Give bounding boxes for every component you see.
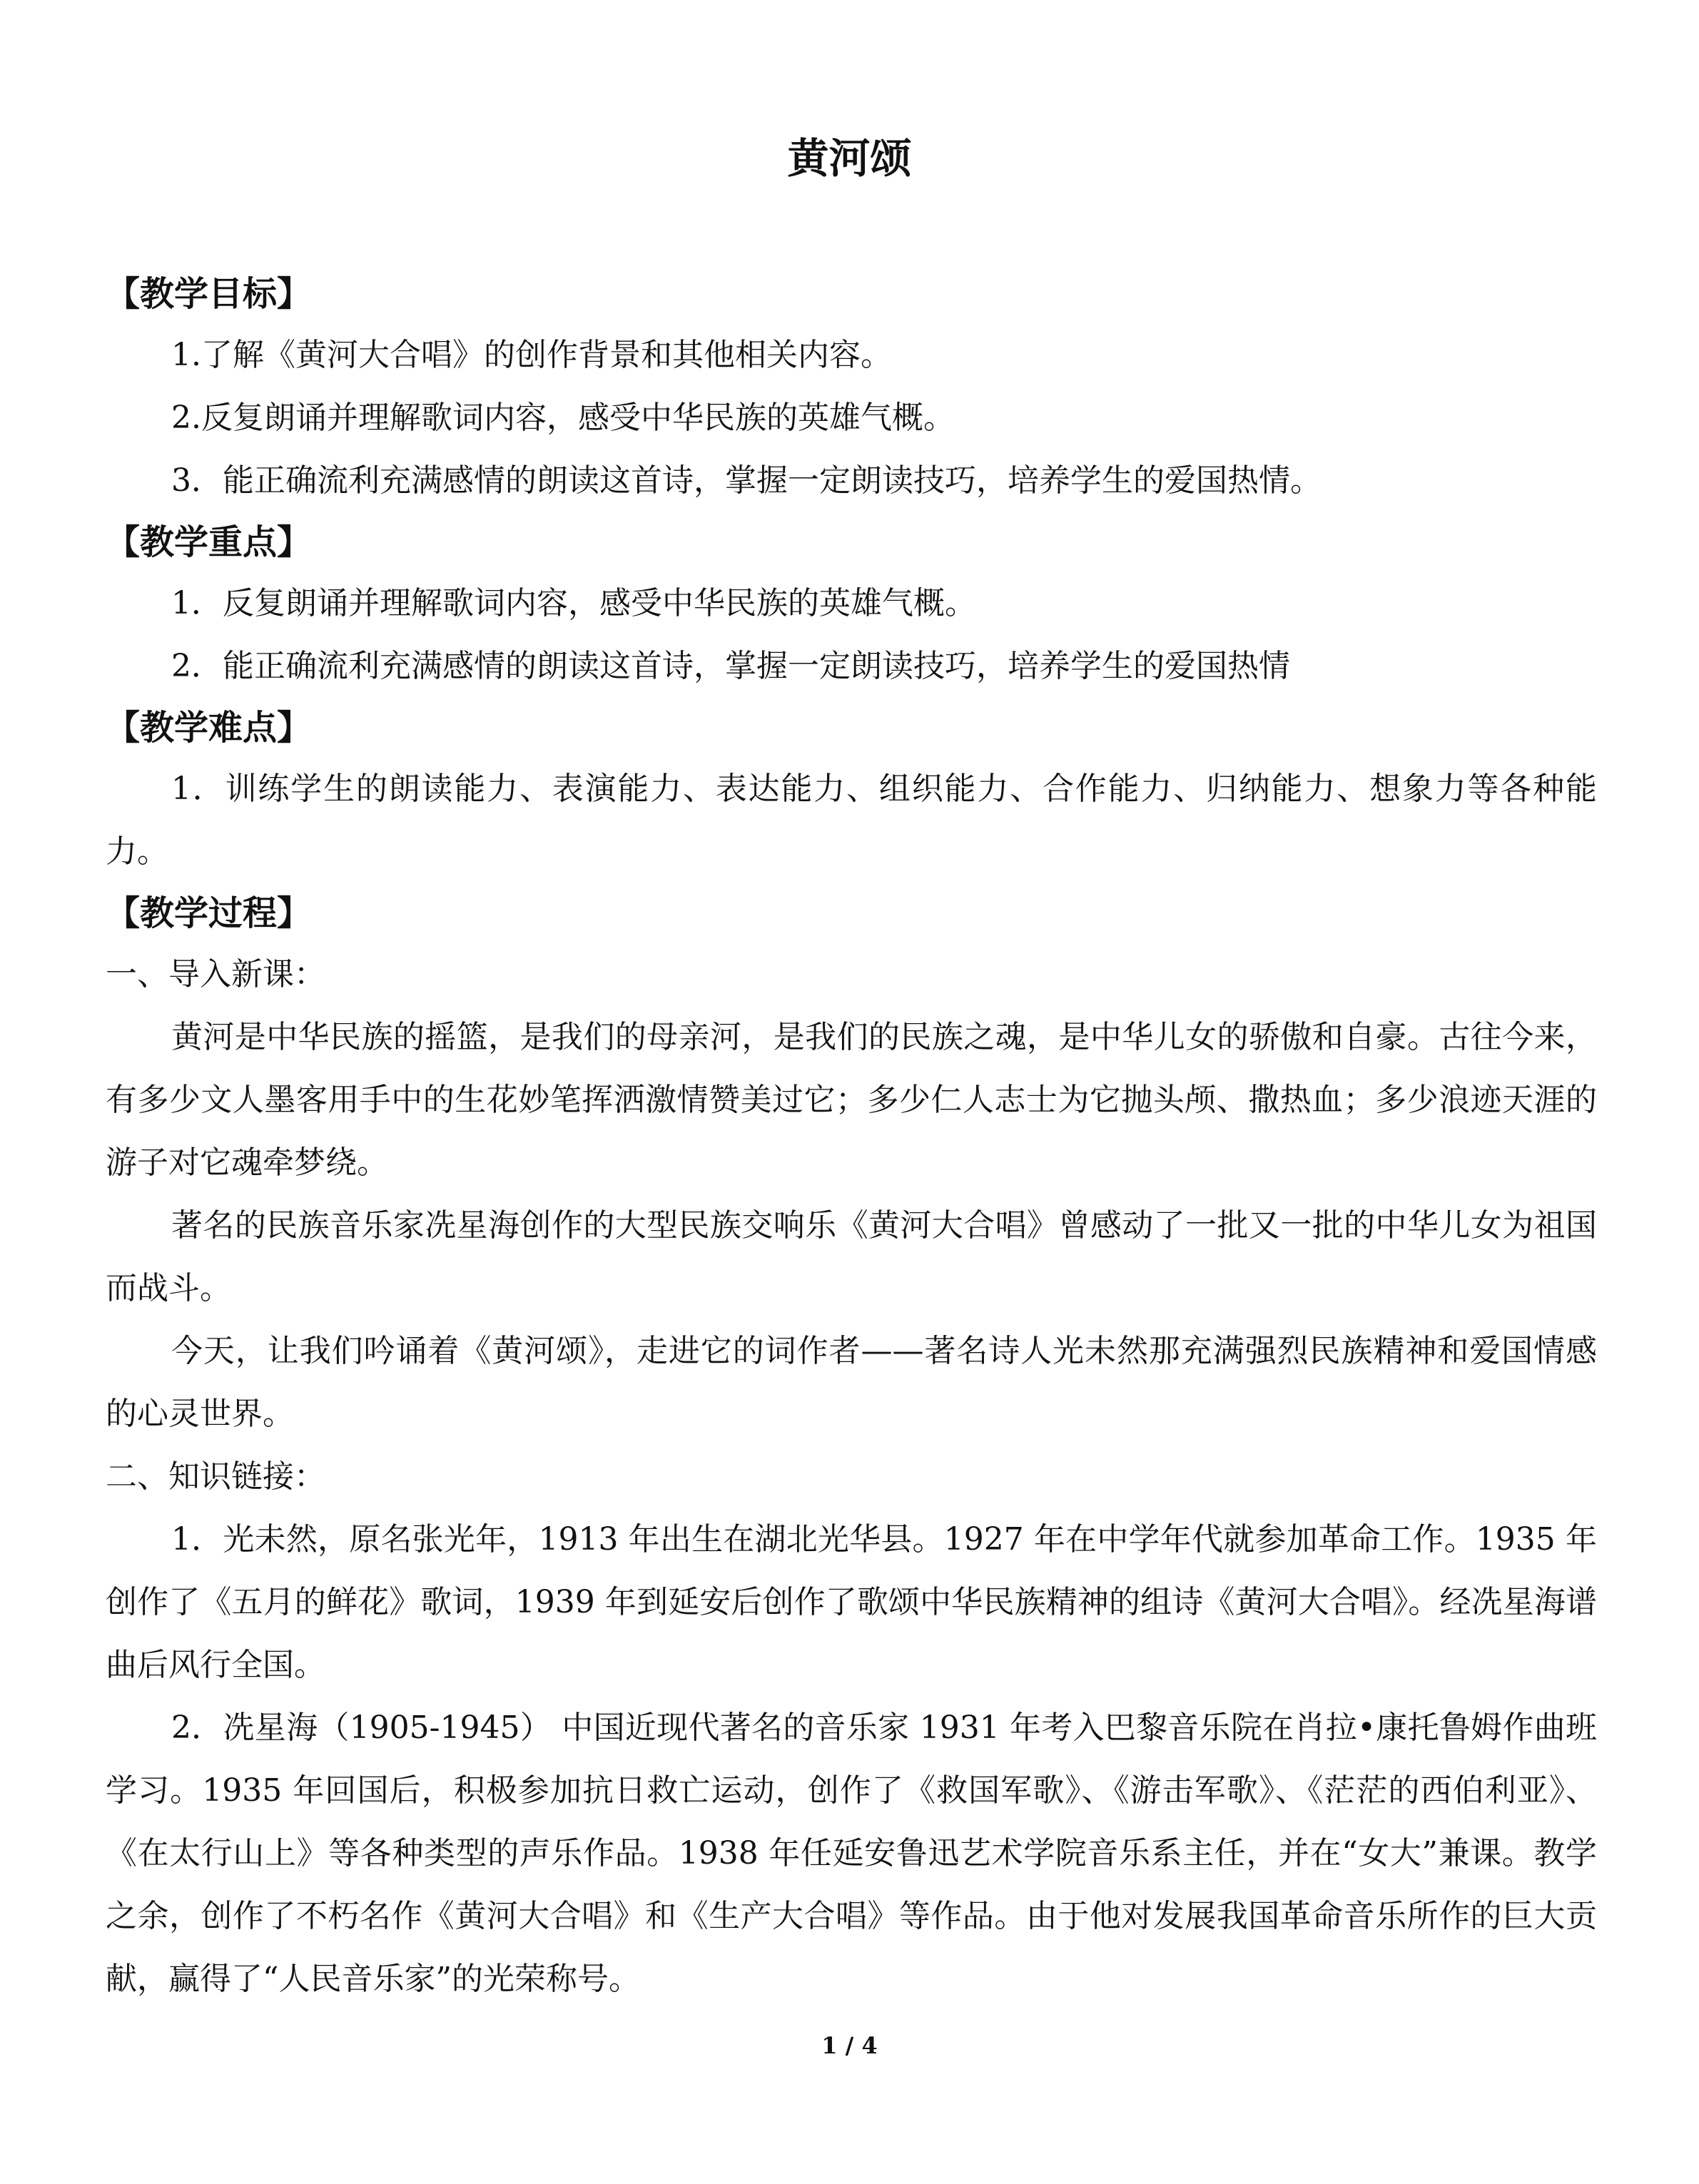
- objective-item: 3．能正确流利充满感情的朗读这首诗，掌握一定朗读技巧，培养学生的爱国热情。: [171, 462, 1322, 499]
- objective-item: 2.反复朗诵并理解歌词内容，感受中华民族的英雄气概。: [171, 400, 955, 436]
- section-heading-difficulties: 【教学难点】: [106, 708, 312, 748]
- key-point-item: 1．反复朗诵并理解歌词内容，感受中华民族的英雄气概。: [171, 585, 976, 621]
- intro-paragraph: 著名的民族音乐家冼星海创作的大型民族交响乐《黄河大合唱》曾感动了一批又一批的中华儿女为祖国而战斗。: [106, 1207, 1597, 1306]
- subsection-heading-knowledge: 二、知识链接：: [106, 1458, 325, 1495]
- knowledge-paragraph: 1．光未然，原名张光年，1913 年出生在湖北光华县。1927 年在中学年代就参加革命工作。1935 年创作了《五月的鲜花》歌词，1939 年到延安后创作了歌颂中华民族精神的组诗《黄河大合唱》。经冼星海谱曲后风行全国。: [106, 1521, 1597, 1683]
- intro-paragraph: 今天，让我们吟诵着《黄河颂》，走进它的词作者——著名诗人光未然那充满强烈民族精神和爱国情感的心灵世界。: [106, 1333, 1597, 1432]
- section-heading-process: 【教学过程】: [106, 893, 312, 933]
- knowledge-paragraph: 2．冼星海（1905-1945） 中国近现代著名的音乐家 1931 年考入巴黎音乐院在肖拉•康托鲁姆作曲班学习。1935 年回国后，积极参加抗日救亡运动，创作了《救国军歌》、《游击军歌》、《茫茫的西伯利亚》、《在太行山上》等各种类型的声乐作品。1938 年任延安鲁迅艺术学院音乐系主任，并在“女大”兼课。教学之余，创作了不朽名作《黄河大合唱》和《生产大合唱》等作品。由于他对发展我国革命音乐所作的巨大贡献，赢得了“人民音乐家”的光荣称号。: [106, 1710, 1597, 1997]
- key-point-item: 2．能正确流利充满感情的朗读这首诗，掌握一定朗读技巧，培养学生的爱国热情: [171, 648, 1290, 684]
- page-number: 1 / 4: [821, 2032, 878, 2059]
- intro-paragraph: 黄河是中华民族的摇篮，是我们的母亲河，是我们的民族之魂，是中华儿女的骄傲和自豪。古往今来，有多少文人墨客用手中的生花妙笔挥洒激情赞美过它；多少仁人志士为它抛头颅、撒热血；多少浪迹天涯的游子对它魂牵梦绕。: [106, 1019, 1597, 1181]
- section-heading-key-points: 【教学重点】: [106, 522, 312, 562]
- difficulty-item: 1．训练学生的朗读能力、表演能力、表达能力、组织能力、合作能力、归纳能力、想象力等各种能力。: [106, 771, 1597, 870]
- document-title: 黄河颂: [787, 134, 912, 183]
- subsection-heading-intro: 一、导入新课：: [106, 956, 325, 992]
- section-heading-objectives: 【教学目标】: [106, 274, 312, 314]
- objective-item: 1.了解《黄河大合唱》的创作背景和其他相关内容。: [171, 337, 892, 373]
- document-body: [106, 264, 1597, 2011]
